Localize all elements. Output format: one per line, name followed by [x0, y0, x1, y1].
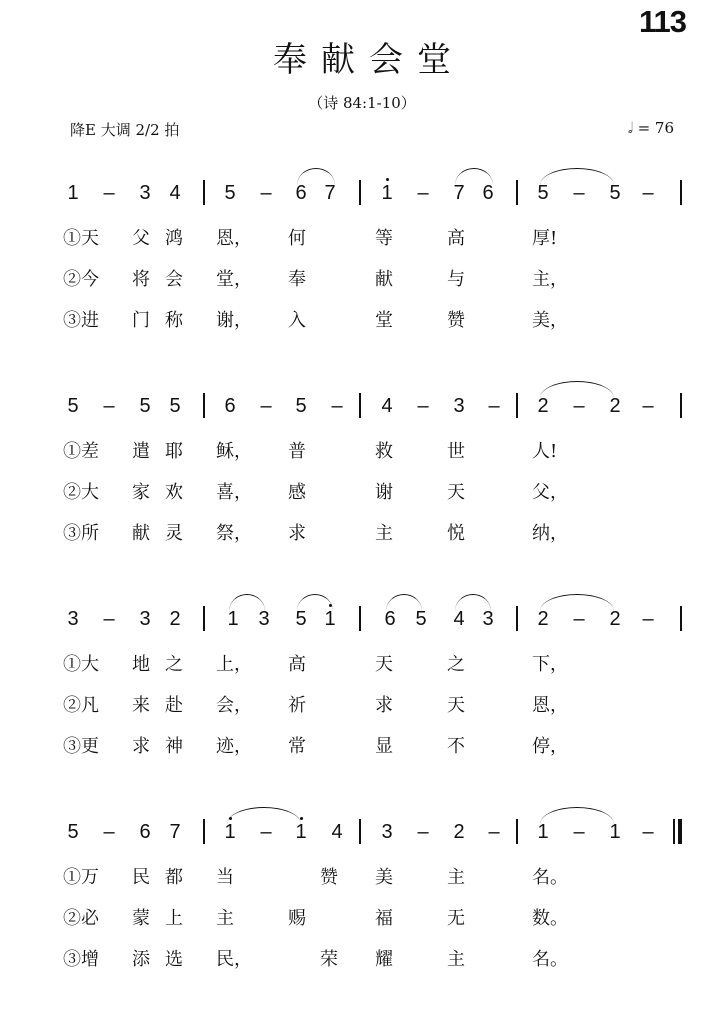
note: 6 [384, 608, 396, 630]
lyric-char: ①大 [63, 654, 99, 675]
lyric-verse-3 [0, 736, 724, 766]
note: 2 [609, 395, 621, 417]
lyric-char: 都 [165, 867, 183, 888]
lyric-char: 天 [447, 695, 465, 716]
final-bar-thin [673, 819, 675, 844]
note: 5 [537, 182, 549, 204]
note: 2 [609, 608, 621, 630]
lyric-char: 会 [165, 269, 183, 290]
lyric-char: 谢， [216, 310, 252, 331]
lyric-char: 常 [288, 736, 306, 757]
lyric-char: 主 [375, 523, 393, 544]
lyric-char: 赞 [320, 867, 338, 888]
note: 6 [224, 395, 236, 417]
lyric-char: 民， [216, 949, 252, 970]
note: 1 [609, 821, 621, 843]
note: – [417, 395, 429, 417]
note: 3 [482, 608, 494, 630]
final-bar-thick [678, 819, 682, 844]
lyric-char: 民 [132, 867, 150, 888]
lyric-char: 名。 [532, 949, 568, 970]
note: – [642, 821, 654, 843]
lyric-char: 与 [447, 269, 465, 290]
note: – [417, 182, 429, 204]
lyric-char: 谢 [375, 482, 393, 503]
lyric-verse-1 [0, 441, 724, 471]
note: – [103, 821, 115, 843]
note: 5 [67, 395, 79, 417]
bar-line [203, 819, 205, 844]
note: 2 [453, 821, 465, 843]
lyric-char: 荣 [320, 949, 338, 970]
note: – [642, 395, 654, 417]
note: – [488, 395, 500, 417]
bar-line [516, 180, 518, 205]
note: 2 [537, 608, 549, 630]
bar-line [359, 819, 361, 844]
note: 6 [295, 182, 307, 204]
lyric-char: 求 [132, 736, 150, 757]
lyric-char: 耀 [375, 949, 393, 970]
lyric-char: 人! [532, 441, 558, 462]
lyric-char: 普 [288, 441, 306, 462]
note: 7 [453, 182, 465, 204]
bar-line [680, 180, 682, 205]
note: 2 [537, 395, 549, 417]
note: 5 [169, 395, 181, 417]
lyric-char: 名。 [532, 867, 568, 888]
lyric-char: 奉 [288, 269, 306, 290]
lyric-char: 祈 [288, 695, 306, 716]
lyric-char: 入 [288, 310, 306, 331]
tie-slur [540, 594, 614, 611]
lyric-char: 之 [447, 654, 465, 675]
high-octave-dot [300, 817, 303, 820]
lyric-char: 主 [216, 908, 234, 929]
note: – [642, 608, 654, 630]
note: 4 [381, 395, 393, 417]
lyric-char: 来 [132, 695, 150, 716]
note: 5 [295, 395, 307, 417]
lyric-char: ②必 [63, 908, 99, 929]
notation-line [0, 594, 724, 644]
lyric-char: 选 [165, 949, 183, 970]
note: 3 [67, 608, 79, 630]
lyric-char: ②大 [63, 482, 99, 503]
lyric-char: 主 [447, 867, 465, 888]
note: – [573, 821, 585, 843]
tie-slur [386, 594, 422, 611]
note: 2 [169, 608, 181, 630]
lyric-char: 之 [165, 654, 183, 675]
lyric-char: 献 [375, 269, 393, 290]
note: – [331, 395, 343, 417]
note: 1 [67, 182, 79, 204]
note: 5 [415, 608, 427, 630]
lyric-char: 家 [132, 482, 150, 503]
score-system-3 [0, 594, 724, 784]
hymn-title: 奉献会堂 [273, 40, 465, 80]
lyric-char: 高 [447, 228, 465, 249]
note: – [260, 182, 272, 204]
tie-slur [229, 594, 265, 611]
note: 3 [139, 608, 151, 630]
note: – [573, 608, 585, 630]
note: 5 [609, 182, 621, 204]
note: – [103, 395, 115, 417]
lyric-char: 添 [132, 949, 150, 970]
tie-slur [455, 594, 491, 611]
note: 6 [482, 182, 494, 204]
lyric-char: 稣， [216, 441, 252, 462]
note-high-1: 1 [320, 608, 340, 630]
tie-slur [227, 807, 301, 824]
score-system-4 [0, 807, 724, 997]
bar-line [359, 606, 361, 631]
lyric-char: 堂， [216, 269, 252, 290]
tie-slur [455, 168, 493, 185]
lyric-char: 救 [375, 441, 393, 462]
note: – [573, 182, 585, 204]
lyric-char: ①差 [63, 441, 99, 462]
lyric-char: 献 [132, 523, 150, 544]
key-and-meter: 降E 大调 2/2 拍 [70, 121, 180, 139]
bar-line [359, 393, 361, 418]
note: – [260, 821, 272, 843]
lyric-char: 悦 [447, 523, 465, 544]
lyric-char: 上， [216, 654, 252, 675]
score-system-2 [0, 381, 724, 571]
bar-line [203, 180, 205, 205]
lyric-char: 父， [532, 482, 568, 503]
lyric-char: 上 [165, 908, 183, 929]
lyric-char: 求 [375, 695, 393, 716]
bar-line [359, 180, 361, 205]
lyric-verse-3 [0, 310, 724, 340]
bar-line [516, 393, 518, 418]
note-high-1: 1 [291, 821, 311, 843]
lyric-char: 数。 [532, 908, 568, 929]
note: – [417, 821, 429, 843]
lyric-verse-2 [0, 908, 724, 938]
note: 7 [169, 821, 181, 843]
bar-line [516, 819, 518, 844]
note: 5 [224, 182, 236, 204]
lyric-char: 纳， [532, 523, 568, 544]
high-octave-dot [386, 178, 389, 181]
lyric-char: 停， [532, 736, 568, 757]
lyric-verse-2 [0, 482, 724, 512]
lyric-char: 美， [532, 310, 568, 331]
tie-slur [540, 168, 614, 185]
lyric-char: 神 [165, 736, 183, 757]
lyric-char: 等 [375, 228, 393, 249]
note: 5 [295, 608, 307, 630]
lyric-char: 祭， [216, 523, 252, 544]
lyric-verse-2 [0, 695, 724, 725]
lyric-char: 福 [375, 908, 393, 929]
scripture-reference: （诗 84:1-10） [308, 94, 416, 112]
note: – [103, 182, 115, 204]
lyric-char: 赞 [447, 310, 465, 331]
lyric-char: 地 [132, 654, 150, 675]
note: 5 [67, 821, 79, 843]
lyric-char: 主， [532, 269, 568, 290]
lyric-char: 赴 [165, 695, 183, 716]
lyric-verse-1 [0, 228, 724, 258]
lyric-char: 下， [532, 654, 568, 675]
note-high-1: 1 [377, 182, 397, 204]
lyric-char: 欢 [165, 482, 183, 503]
lyric-char: 会， [216, 695, 252, 716]
lyric-char: 父 [132, 228, 150, 249]
lyric-char: 遣 [132, 441, 150, 462]
tempo-marking: 𝅗𝅥 = 76 [628, 119, 674, 137]
lyric-char: 无 [447, 908, 465, 929]
lyric-char: 显 [375, 736, 393, 757]
lyric-char: 何 [288, 228, 306, 249]
lyric-char: 喜， [216, 482, 252, 503]
score-system-1 [0, 168, 724, 358]
note-high-1: 1 [220, 821, 240, 843]
note: – [573, 395, 585, 417]
note: 7 [324, 182, 336, 204]
lyric-char: 蒙 [132, 908, 150, 929]
note: – [642, 182, 654, 204]
lyric-char: 求 [288, 523, 306, 544]
bar-line [680, 606, 682, 631]
lyric-char: 将 [132, 269, 150, 290]
bar-line [516, 606, 518, 631]
lyric-verse-1 [0, 867, 724, 897]
lyric-char: ③增 [63, 949, 99, 970]
lyric-char: 美 [375, 867, 393, 888]
lyric-char: 恩， [216, 228, 252, 249]
page-number: 113 [638, 4, 686, 39]
lyric-char: ①天 [63, 228, 99, 249]
notation-line [0, 381, 724, 431]
lyric-char: 鸿 [165, 228, 183, 249]
tie-slur [297, 168, 335, 185]
lyric-char: 世 [447, 441, 465, 462]
note: 4 [331, 821, 343, 843]
notation-line [0, 168, 724, 218]
lyric-char: ②今 [63, 269, 99, 290]
lyric-verse-3 [0, 523, 724, 553]
lyric-char: 迹， [216, 736, 252, 757]
bar-line [203, 393, 205, 418]
note: 6 [139, 821, 151, 843]
lyric-char: 感 [288, 482, 306, 503]
bar-line [203, 606, 205, 631]
note: – [488, 821, 500, 843]
lyric-char: 天 [447, 482, 465, 503]
lyric-char: ③所 [63, 523, 99, 544]
note: 4 [453, 608, 465, 630]
lyric-verse-2 [0, 269, 724, 299]
lyric-char: ②凡 [63, 695, 99, 716]
lyric-char: ①万 [63, 867, 99, 888]
lyric-char: 高 [288, 654, 306, 675]
bar-line [680, 393, 682, 418]
note: 3 [258, 608, 270, 630]
lyric-verse-3 [0, 949, 724, 979]
note: 3 [381, 821, 393, 843]
tie-slur [540, 381, 614, 398]
note: 5 [139, 395, 151, 417]
lyric-char: 堂 [375, 310, 393, 331]
note: – [260, 395, 272, 417]
lyric-char: 耶 [165, 441, 183, 462]
lyric-char: 主 [447, 949, 465, 970]
lyric-char: 赐 [288, 908, 306, 929]
tie-slur [540, 807, 614, 824]
lyric-char: 厚! [532, 228, 558, 249]
note: 3 [139, 182, 151, 204]
note: 3 [453, 395, 465, 417]
note: 4 [169, 182, 181, 204]
note: 1 [227, 608, 239, 630]
lyric-char: ③进 [63, 310, 99, 331]
lyric-char: 恩， [532, 695, 568, 716]
lyric-verse-1 [0, 654, 724, 684]
lyric-char: 称 [165, 310, 183, 331]
lyric-char: 当 [216, 867, 234, 888]
lyric-char: ③更 [63, 736, 99, 757]
lyric-char: 灵 [165, 523, 183, 544]
note: 1 [537, 821, 549, 843]
lyric-char: 门 [132, 310, 150, 331]
lyric-char: 天 [375, 654, 393, 675]
tie-slur [297, 594, 333, 611]
note: – [103, 608, 115, 630]
notation-line [0, 807, 724, 857]
lyric-char: 不 [447, 736, 465, 757]
